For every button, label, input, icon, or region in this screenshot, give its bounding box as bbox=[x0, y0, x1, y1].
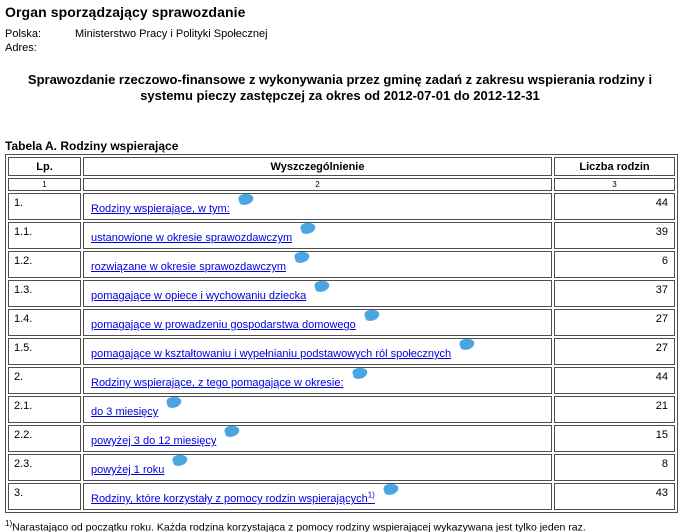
column-number-row bbox=[8, 178, 675, 191]
row-lp: 2.2. bbox=[8, 425, 81, 452]
comment-blob-icon[interactable] bbox=[351, 367, 369, 380]
field-label-polska: Polska: bbox=[5, 28, 42, 40]
report-title: Sprawozdanie rzeczowo-finansowe z wykonywania przez gminę zadań z zakresu wspierania rodziny i systemu pieczy zastępczej za okres od 2012-07-01 do 2012-12-31 bbox=[27, 72, 653, 103]
comment-blob-icon[interactable] bbox=[223, 425, 241, 438]
table-row bbox=[8, 338, 675, 365]
organ-heading: Organ sporządzający sprawozdanie bbox=[5, 4, 246, 20]
table-row bbox=[8, 454, 675, 481]
table-row bbox=[8, 425, 675, 452]
table-row bbox=[8, 222, 675, 249]
row-label-link[interactable]: ustanowione w okresie sprawozdawczym bbox=[91, 232, 293, 244]
row-value: 27 bbox=[554, 309, 675, 336]
row-lp: 1.3. bbox=[8, 280, 81, 307]
field-label-adres: Adres: bbox=[5, 42, 37, 54]
row-value: 39 bbox=[554, 222, 675, 249]
footnote-text: Narastająco od początku roku. Każda rodzina korzystająca z pomocy rodziny wspierającej wykazywana jest tylko jeden raz. bbox=[12, 521, 586, 532]
comment-blob-icon[interactable] bbox=[382, 483, 400, 496]
row-lp: 1.4. bbox=[8, 309, 81, 336]
comment-blob-icon[interactable] bbox=[171, 454, 189, 467]
field-value-ministry: Ministerstwo Pracy i Polityki Społecznej bbox=[75, 28, 268, 40]
table-row bbox=[8, 396, 675, 423]
col-number-3: 3 bbox=[554, 178, 675, 191]
row-label-link[interactable]: do 3 miesięcy bbox=[91, 406, 159, 418]
row-lp: 1.5. bbox=[8, 338, 81, 365]
comment-blob-icon[interactable] bbox=[313, 280, 331, 293]
table-row bbox=[8, 309, 675, 336]
table-row bbox=[8, 367, 675, 394]
row-value: 43 bbox=[554, 483, 675, 510]
row-value: 27 bbox=[554, 338, 675, 365]
table-row bbox=[8, 193, 675, 220]
row-label-link[interactable]: powyżej 1 roku bbox=[91, 464, 165, 476]
row-label-link[interactable]: powyżej 3 do 12 miesięcy bbox=[91, 435, 217, 447]
comment-blob-icon[interactable] bbox=[165, 396, 183, 409]
row-value: 8 bbox=[554, 454, 675, 481]
footnote-marker: 1) bbox=[5, 519, 13, 528]
row-label-text: Rodziny, które korzystały z pomocy rodzin wspierających bbox=[91, 493, 368, 505]
row-lp: 2. bbox=[8, 367, 81, 394]
row-value: 37 bbox=[554, 280, 675, 307]
row-label-link[interactable]: pomagające w opiece i wychowaniu dziecka bbox=[91, 290, 307, 302]
col-header-wyszczegolnienie: Wyszczególnienie bbox=[83, 157, 552, 176]
table-row bbox=[8, 251, 675, 278]
row-label-link[interactable]: pomagające w kształtowaniu i wypełnianiu podstawowych ról społecznych bbox=[91, 348, 452, 360]
col-header-liczba-rodzin: Liczba rodzin bbox=[554, 157, 675, 176]
col-header-lp: Lp. bbox=[8, 157, 81, 176]
comment-blob-icon[interactable] bbox=[363, 309, 381, 322]
row-value: 6 bbox=[554, 251, 675, 278]
row-value: 44 bbox=[554, 367, 675, 394]
field-row-address bbox=[5, 41, 675, 55]
field-value-adres bbox=[75, 41, 675, 55]
table-a-rodziny-wspierajace bbox=[5, 154, 678, 513]
row-label-link[interactable]: rozwiązane w okresie sprawozdawczym bbox=[91, 261, 287, 273]
footnote-ref: 1) bbox=[367, 490, 375, 500]
row-value: 15 bbox=[554, 425, 675, 452]
table-header-row bbox=[8, 157, 675, 176]
row-label-link[interactable]: Rodziny wspierające, z tego pomagające w okresie: bbox=[91, 377, 344, 389]
row-lp: 3. bbox=[8, 483, 81, 510]
row-value: 44 bbox=[554, 193, 675, 220]
row-lp: 2.1. bbox=[8, 396, 81, 423]
table-row bbox=[8, 483, 675, 510]
table-row bbox=[8, 280, 675, 307]
row-lp: 1. bbox=[8, 193, 81, 220]
field-row-country bbox=[5, 27, 675, 41]
row-label-link[interactable]: Rodziny wspierające, w tym: bbox=[91, 203, 230, 215]
row-lp: 2.3. bbox=[8, 454, 81, 481]
footnote bbox=[5, 517, 675, 532]
col-number-1: 1 bbox=[8, 178, 81, 191]
row-lp: 1.1. bbox=[8, 222, 81, 249]
table-caption: Tabela A. Rodziny wspierające bbox=[5, 139, 179, 153]
row-label-link[interactable] bbox=[91, 490, 375, 505]
comment-blob-icon[interactable] bbox=[293, 251, 311, 264]
comment-blob-icon[interactable] bbox=[237, 193, 255, 206]
col-number-2: 2 bbox=[83, 178, 552, 191]
comment-blob-icon[interactable] bbox=[458, 338, 476, 351]
row-value: 21 bbox=[554, 396, 675, 423]
comment-blob-icon[interactable] bbox=[299, 222, 317, 235]
row-lp: 1.2. bbox=[8, 251, 81, 278]
row-label-link[interactable]: pomagające w prowadzeniu gospodarstwa domowego bbox=[91, 319, 356, 331]
